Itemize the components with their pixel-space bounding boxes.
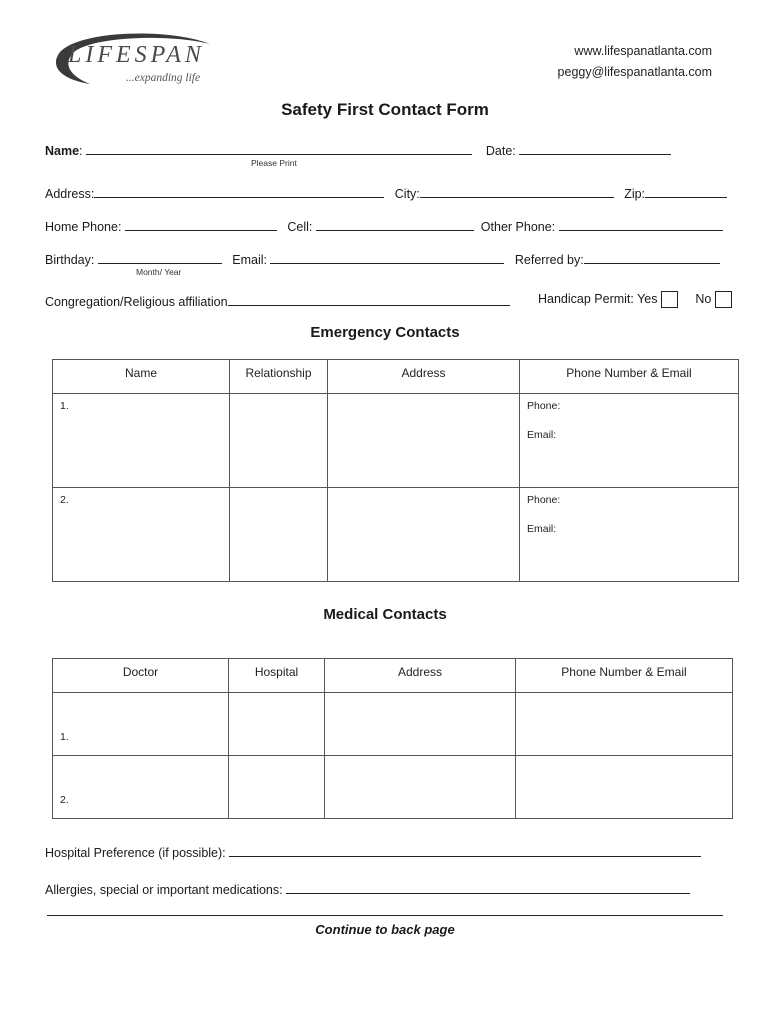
emergency-table: [52, 359, 739, 582]
email-link[interactable]: peggy@lifespanatlanta.com: [557, 65, 712, 79]
other-phone-field[interactable]: [559, 218, 723, 231]
medical-title: Medical Contacts: [323, 606, 447, 623]
cell-label: Cell:: [287, 220, 313, 234]
cell-field[interactable]: [316, 218, 474, 231]
website-link[interactable]: www.lifespanatlanta.com: [574, 44, 712, 58]
emergency-title: Emergency Contacts: [310, 324, 460, 341]
allergies-field[interactable]: [286, 881, 690, 894]
emergency-phone-email-cell-1[interactable]: [520, 394, 739, 488]
emergency-header-address: Address: [328, 360, 520, 394]
medical-hospital-cell-1[interactable]: [229, 693, 325, 756]
medical-hospital-cell-2[interactable]: [229, 756, 325, 819]
medical-phone-email-cell-1[interactable]: [516, 693, 733, 756]
medical-phone-email-cell-2[interactable]: [516, 756, 733, 819]
table-row: [53, 756, 733, 819]
date-label: Date:: [485, 144, 516, 158]
logo-tagline: ...expanding life: [126, 72, 201, 84]
table-row: [53, 488, 739, 582]
address-label: Address:: [45, 187, 95, 201]
emergency-phone-email-cell-2[interactable]: [520, 488, 739, 582]
emergency-address-cell-2[interactable]: [328, 488, 520, 582]
birthday-row: [45, 251, 720, 267]
email-label: Email:: [527, 523, 557, 535]
city-field[interactable]: [420, 185, 614, 198]
medical-doctor-cell-2[interactable]: 2.: [53, 756, 229, 819]
zip-label: Zip:: [624, 187, 646, 201]
phone-label: Phone:: [527, 494, 561, 506]
city-label: City:: [394, 187, 420, 201]
congregation-row: [45, 293, 510, 309]
hospital-preference-row: [45, 844, 701, 860]
email-field[interactable]: [270, 251, 504, 264]
birthday-label: Birthday:: [45, 253, 95, 267]
handicap-no-checkbox[interactable]: [715, 291, 732, 308]
emergency-relationship-cell-2[interactable]: [230, 488, 328, 582]
home-phone-field[interactable]: [125, 218, 277, 231]
handicap-no-label: No: [695, 291, 712, 306]
referred-label: Referred by:: [514, 253, 584, 267]
emergency-header-name: Name: [53, 360, 230, 394]
name-row: Name: Date:: [45, 142, 671, 158]
table-row: [53, 693, 733, 756]
emergency-address-cell-1[interactable]: [328, 394, 520, 488]
handicap-row: [538, 291, 732, 308]
zip-field[interactable]: [645, 185, 727, 198]
name-label: Name: [45, 144, 80, 158]
emergency-relationship-cell-1[interactable]: [230, 394, 328, 488]
handicap-yes-checkbox[interactable]: [661, 291, 678, 308]
home-phone-label: Home Phone:: [45, 220, 122, 234]
medical-doctor-cell-1[interactable]: 1.: [53, 693, 229, 756]
allergies-row: [45, 881, 690, 897]
emergency-header-relationship: Relationship: [230, 360, 328, 394]
allergies-extra-line[interactable]: [47, 915, 723, 916]
medical-header-phone-email: Phone Number & Email: [516, 659, 733, 693]
address-field[interactable]: [94, 185, 384, 198]
other-phone-label: Other Phone:: [480, 220, 556, 234]
name-hint: Please Print: [251, 158, 297, 168]
email-label: Email:: [232, 253, 267, 267]
phone-label: Phone:: [527, 400, 561, 412]
address-row: [45, 185, 727, 201]
allergies-label: Allergies, special or important medications:: [45, 883, 283, 897]
birthday-field[interactable]: [98, 251, 222, 264]
medical-table: [52, 658, 733, 819]
email-label: Email:: [527, 429, 557, 441]
continue-note: Continue to back page: [315, 922, 455, 937]
form-title: Safety First Contact Form: [281, 100, 489, 119]
referred-field[interactable]: [584, 251, 720, 264]
birthday-hint: Month/ Year: [136, 267, 182, 277]
emergency-name-cell-1[interactable]: 1.: [53, 394, 230, 488]
lifespan-logo: [50, 30, 220, 94]
logo-wordmark: LIFESPAN: [68, 42, 205, 68]
emergency-header-phone-email: Phone Number & Email: [520, 360, 739, 394]
phone-row: [45, 218, 723, 234]
hospital-preference-field[interactable]: [229, 844, 701, 857]
medical-address-cell-2[interactable]: [325, 756, 516, 819]
medical-header-address: Address: [325, 659, 516, 693]
name-field[interactable]: [86, 142, 472, 155]
medical-address-cell-1[interactable]: [325, 693, 516, 756]
handicap-label: Handicap Permit: Yes: [538, 291, 658, 306]
medical-header-hospital: Hospital: [229, 659, 325, 693]
medical-header-doctor: Doctor: [53, 659, 229, 693]
congregation-label: Congregation/Religious affiliation: [45, 295, 228, 309]
congregation-field[interactable]: [228, 293, 510, 306]
emergency-name-cell-2[interactable]: 2.: [53, 488, 230, 582]
hospital-preference-label: Hospital Preference (if possible):: [45, 846, 226, 860]
table-row: [53, 394, 739, 488]
date-field[interactable]: [519, 142, 671, 155]
